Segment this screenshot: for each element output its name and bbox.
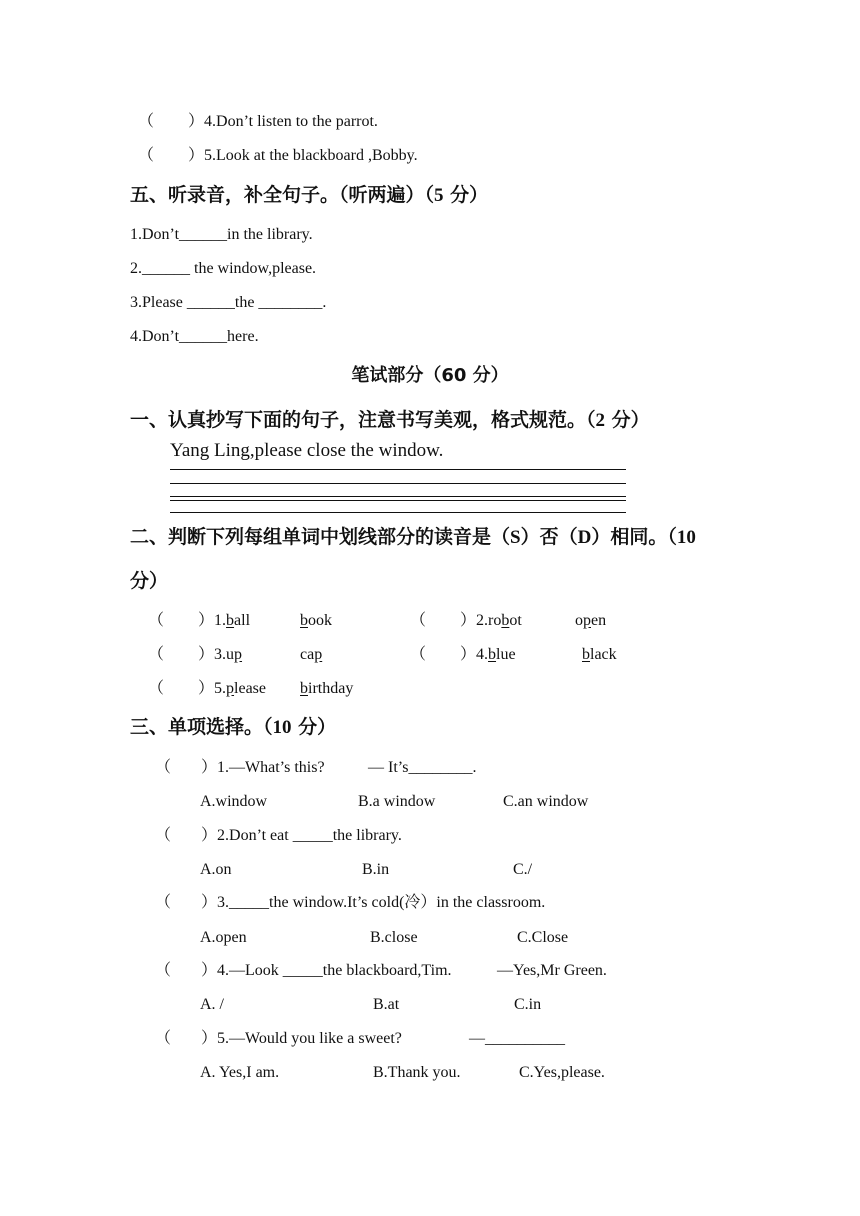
writing-line [170, 469, 626, 470]
mc-question-1-answer: — It’s________. [368, 759, 477, 776]
section5-item-3: 3.Please ______the ________. [130, 294, 327, 311]
part1-title: 一、认真抄写下面的句子，注意书写美观，格式规范。（2 分） [130, 409, 650, 431]
writing-line [170, 500, 626, 501]
mc-q4-option-a: A. / [200, 996, 224, 1013]
mc-q1-option-c: C.an window [503, 793, 589, 810]
phonics-item-5: （ ）5.please [148, 680, 267, 697]
mc-q3-option-c: C.Close [517, 929, 569, 946]
phonics-item-2: （ ）2.robot [410, 612, 522, 629]
mc-q1-option-a: A.window [200, 793, 268, 810]
phonics-item-3: （ ）3.up [148, 646, 243, 663]
written-part-title: 笔试部分（60 分） [351, 365, 509, 386]
part2-title: 二、判断下列每组单词中划线部分的读音是（S）否（D）相同。（10 [130, 526, 696, 548]
mc-question-4-answer: —Yes,Mr Green. [497, 962, 607, 979]
section5-item-2: 2.______ the window,please. [130, 260, 317, 277]
mc-q3-option-b: B.close [370, 929, 418, 946]
mc-q2-option-b: B.in [362, 861, 390, 878]
writing-line [170, 512, 626, 513]
mc-question-2: （ ）2.Don’t eat _____the library. [155, 827, 402, 844]
mc-q4-option-c: C.in [514, 996, 542, 1013]
mc-q5-option-c: C.Yes,please. [519, 1064, 605, 1081]
copy-sentence: Yang Ling,please close the window. [170, 440, 444, 461]
section5-title: 五、听录音，补全句子。（听两遍）（5 分） [130, 184, 489, 206]
writing-line [170, 483, 626, 484]
phonics-item-2-word2: open [575, 612, 607, 629]
mc-q5-option-a: A. Yes,I am. [200, 1064, 280, 1081]
mc-question-5: （ ）5.—Would you like a sweet? [155, 1030, 402, 1047]
mc-q2-option-a: A.on [200, 861, 232, 878]
mc-question-3: （ ）3._____the window.It’s cold(冷）in the classroom. [155, 894, 546, 911]
section5-item-4: 4.Don’t______here. [130, 328, 259, 345]
listening-item-4: （ ）4.Don’t listen to the parrot. [138, 113, 378, 130]
writing-line [170, 496, 626, 497]
part2-title-line2: 分） [130, 570, 169, 592]
phonics-item-4: （ ）4.blue [410, 646, 516, 663]
section5-item-1: 1.Don’t______in the library. [130, 226, 313, 243]
mc-question-1: （ ）1.—What’s this? [155, 759, 325, 776]
phonics-item-5-word2: birthday [300, 680, 354, 697]
mc-question-4: （ ）4.—Look _____the blackboard,Tim. [155, 962, 452, 979]
mc-q1-option-b: B.a window [358, 793, 436, 810]
phonics-item-3-word2: cap [300, 646, 323, 663]
part3-title: 三、单项选择。（10 分） [130, 716, 337, 738]
mc-q5-option-b: B.Thank you. [373, 1064, 461, 1081]
mc-question-5-answer: —__________ [469, 1030, 565, 1047]
phonics-item-4-word2: black [582, 646, 617, 663]
phonics-item-1-word2: book [300, 612, 332, 629]
mc-q3-option-a: A.open [200, 929, 247, 946]
mc-q4-option-b: B.at [373, 996, 400, 1013]
mc-q2-option-c: C./ [513, 861, 533, 878]
listening-item-5: （ ）5.Look at the blackboard ,Bobby. [138, 147, 418, 164]
phonics-item-1: （ ）1.ball [148, 612, 251, 629]
